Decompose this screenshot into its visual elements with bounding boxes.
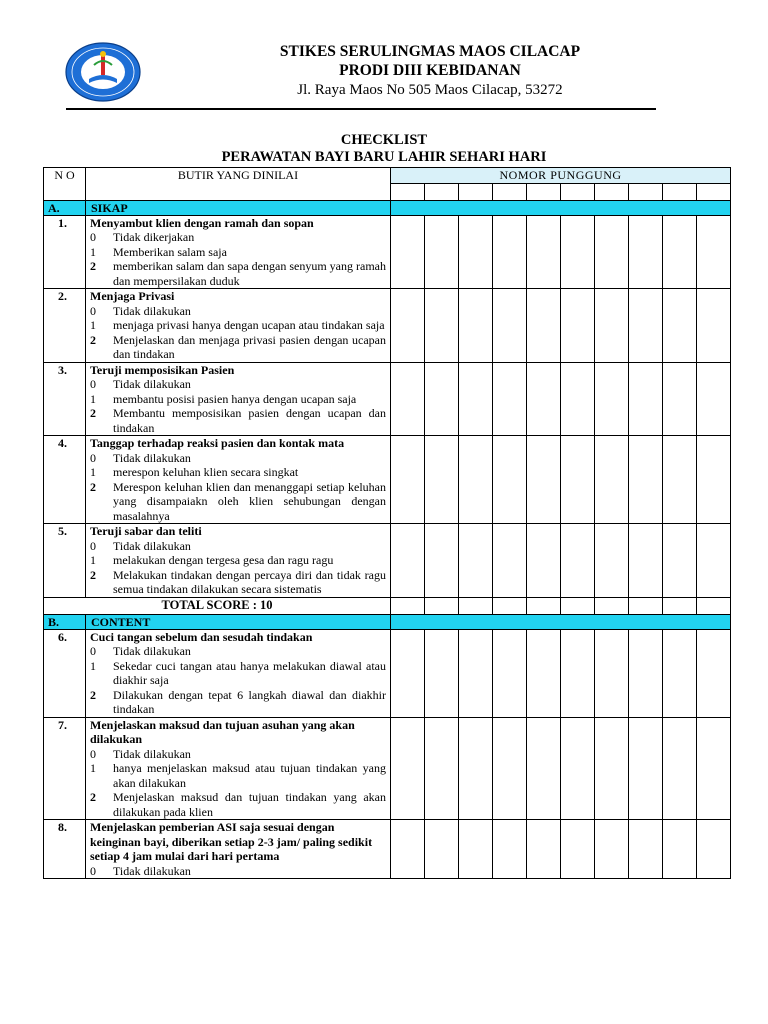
score-cell[interactable]	[697, 436, 731, 524]
score-option	[90, 688, 386, 717]
score-column-10[interactable]	[697, 183, 731, 200]
score-cell[interactable]	[697, 820, 731, 879]
score-cell[interactable]	[425, 289, 459, 363]
score-cell[interactable]	[595, 717, 629, 820]
item-number: 3.	[44, 362, 86, 436]
institution-address: Jl. Raya Maos No 505 Maos Cilacap, 53272	[297, 82, 563, 98]
score-cell[interactable]	[629, 524, 663, 598]
score-cell[interactable]	[561, 362, 595, 436]
score-cell[interactable]	[425, 362, 459, 436]
option-text: Tidak dilakukan	[113, 303, 191, 318]
option-value: 2	[90, 687, 96, 702]
option-value: 2	[90, 332, 96, 347]
option-text: Sekedar cuci tangan atau hanya melakukan diawal atau diakhir saja	[113, 658, 386, 687]
score-cell[interactable]	[663, 215, 697, 289]
option-value: 2	[90, 406, 96, 420]
score-cell[interactable]	[629, 215, 663, 289]
score-cell[interactable]	[663, 436, 697, 524]
score-option	[90, 568, 386, 597]
score-cell[interactable]	[595, 524, 629, 598]
score-option	[90, 377, 386, 392]
table-row	[44, 629, 731, 717]
score-option	[90, 245, 386, 260]
option-text: Menjelaskan dan menjaga privasi pasien dengan ucapan dan tindakan	[113, 332, 386, 361]
option-value: 1	[90, 553, 96, 567]
score-column-4[interactable]	[493, 183, 527, 200]
score-cell[interactable]	[459, 362, 493, 436]
item-number: 8.	[44, 820, 86, 879]
score-cell[interactable]	[561, 820, 595, 879]
score-cell[interactable]	[391, 597, 425, 614]
score-cell[interactable]	[493, 597, 527, 614]
score-cell[interactable]	[595, 629, 629, 717]
option-value: 1	[90, 761, 96, 775]
score-cell[interactable]	[561, 524, 595, 598]
table-row	[44, 362, 731, 436]
item-number: 7.	[44, 717, 86, 820]
score-option	[90, 761, 386, 790]
score-cell[interactable]	[493, 629, 527, 717]
item-title: Menjaga Privasi	[90, 289, 175, 303]
score-cell[interactable]	[595, 362, 629, 436]
total-score-row	[44, 597, 731, 614]
option-text: Tidak dilakukan	[113, 377, 191, 391]
score-cell[interactable]	[595, 436, 629, 524]
score-cell[interactable]	[697, 717, 731, 820]
item-number: 5.	[44, 524, 86, 598]
item-number: 6.	[44, 629, 86, 717]
institution-name: STIKES SERULINGMAS MAOS CILACAP	[279, 43, 581, 60]
option-value: 1	[90, 465, 96, 479]
option-value: 0	[90, 450, 96, 465]
column-header-no: N O	[44, 168, 86, 201]
score-cell[interactable]	[459, 629, 493, 717]
score-cell[interactable]	[595, 597, 629, 614]
score-cell[interactable]	[595, 289, 629, 363]
score-cell[interactable]	[629, 717, 663, 820]
section-row	[44, 614, 731, 629]
score-cell[interactable]	[595, 820, 629, 879]
column-header-nomor-punggung: NOMOR PUNGGUNG	[391, 168, 731, 184]
option-text: membantu posisi pasien hanya dengan ucapan saja	[113, 391, 357, 406]
item-content	[86, 524, 391, 598]
score-cell[interactable]	[595, 215, 629, 289]
item-title: Menjelaskan pemberian ASI saja sesuai dengan keinginan bayi, diberikan setiap 2-3 jam/ paling sedikit setiap 4 jam mulai dari hari pertama	[90, 820, 373, 863]
option-value: 0	[90, 230, 96, 244]
item-title: Menjelaskan maksud dan tujuan asuhan yang akan dilakukan	[90, 717, 355, 746]
item-content	[86, 362, 391, 436]
table-row	[44, 289, 731, 363]
score-cell[interactable]	[561, 215, 595, 289]
document-subtitle: PERAWATAN BAYI BARU LAHIR SEHARI HARI	[221, 149, 547, 165]
item-content	[86, 215, 391, 289]
score-cell[interactable]	[527, 436, 561, 524]
option-value: 1	[90, 658, 96, 673]
option-value: 0	[90, 644, 96, 658]
item-title: Teruji sabar dan teliti	[90, 524, 202, 538]
option-text: merespon keluhan klien secara singkat	[113, 465, 299, 479]
document-title: CHECKLIST	[340, 132, 428, 148]
score-cell[interactable]	[459, 215, 493, 289]
score-column-1[interactable]	[391, 183, 425, 200]
score-option	[90, 539, 386, 554]
column-header-butir: BUTIR YANG DINILAI	[86, 168, 391, 201]
score-option	[90, 230, 386, 245]
item-title: Tanggap terhadap reaksi pasien dan kontak mata	[90, 436, 345, 450]
score-cell[interactable]	[663, 629, 697, 717]
score-cell[interactable]	[629, 629, 663, 717]
option-text: Merespon keluhan klien dan menanggapi setiap keluhan yang disampaiakn oleh klien sehubungan dengan masalahnya	[113, 479, 386, 523]
score-cell[interactable]	[663, 717, 697, 820]
score-cell[interactable]	[527, 717, 561, 820]
table-header-row	[44, 168, 731, 184]
option-text: menjaga privasi hanya dengan ucapan atau tindakan saja	[113, 318, 385, 332]
score-cell[interactable]	[425, 717, 459, 820]
section-title: SIKAP	[86, 200, 391, 215]
table-row	[44, 215, 731, 289]
item-number: 4.	[44, 436, 86, 524]
score-cell[interactable]	[493, 820, 527, 879]
option-text: Melakukan tindakan dengan percaya diri dan tidak ragu semua tindakan dilakukan secara sistematis	[113, 567, 386, 596]
option-text: Dilakukan dengan tepat 6 langkah diawal dan diakhir tindakan	[113, 687, 386, 716]
score-cell[interactable]	[663, 597, 697, 614]
score-cell[interactable]	[527, 524, 561, 598]
score-cell[interactable]	[391, 436, 425, 524]
score-option	[90, 644, 386, 659]
program-name: PRODI DIII KEBIDANAN	[339, 62, 521, 79]
score-option	[90, 406, 386, 435]
option-value: 0	[90, 538, 96, 553]
score-cell[interactable]	[629, 362, 663, 436]
option-text: Tidak dilakukan	[113, 538, 191, 553]
score-cell[interactable]	[663, 820, 697, 879]
option-text: melakukan dengan tergesa gesa dan ragu ragu	[113, 553, 334, 567]
score-cell[interactable]	[425, 436, 459, 524]
option-text: Menjelaskan maksud dan tujuan tindakan yang akan dilakukan pada klien	[113, 790, 386, 819]
score-option	[90, 259, 386, 288]
score-column-5[interactable]	[527, 183, 561, 200]
score-cell[interactable]	[663, 524, 697, 598]
score-cell[interactable]	[493, 215, 527, 289]
score-column-3[interactable]	[459, 183, 493, 200]
option-text: Tidak dikerjakan	[113, 230, 195, 244]
score-option	[90, 318, 386, 333]
table-row	[44, 820, 731, 879]
score-option	[90, 790, 386, 819]
item-content	[86, 436, 391, 524]
score-cell[interactable]	[527, 289, 561, 363]
score-cell[interactable]	[561, 289, 595, 363]
score-option	[90, 480, 386, 524]
score-column-6[interactable]	[561, 183, 595, 200]
score-cell[interactable]	[663, 289, 697, 363]
score-option	[90, 333, 386, 362]
option-text: Membantu memposisikan pasien dengan ucapan dan tindakan	[113, 406, 386, 435]
section-title: CONTENT	[86, 614, 391, 629]
option-text: Tidak dilakukan	[113, 450, 191, 465]
score-cell[interactable]	[697, 215, 731, 289]
item-content	[86, 820, 391, 879]
score-cell[interactable]	[561, 597, 595, 614]
score-cell[interactable]	[493, 524, 527, 598]
score-cell[interactable]	[391, 629, 425, 717]
score-cell[interactable]	[561, 436, 595, 524]
score-cell[interactable]	[425, 524, 459, 598]
item-title: Menyambut klien dengan ramah dan sopan	[90, 215, 314, 230]
score-cell[interactable]	[527, 362, 561, 436]
option-text: Tidak dilakukan	[113, 746, 191, 761]
score-option	[90, 465, 386, 480]
score-option	[90, 553, 386, 568]
score-cell[interactable]	[527, 820, 561, 879]
option-text: Tidak dilakukan	[113, 863, 191, 878]
score-cell[interactable]	[459, 597, 493, 614]
score-cell[interactable]	[629, 820, 663, 879]
score-cell[interactable]	[629, 436, 663, 524]
score-option	[90, 451, 386, 466]
option-value: 2	[90, 790, 96, 804]
item-number: 2.	[44, 289, 86, 363]
score-cell[interactable]	[697, 524, 731, 598]
option-value: 2	[90, 567, 96, 582]
option-value: 0	[90, 863, 96, 878]
score-cell[interactable]	[425, 820, 459, 879]
section-code: A.	[44, 200, 86, 215]
score-cell[interactable]	[527, 629, 561, 717]
section-score-band	[391, 200, 731, 215]
option-text: Memberikan salam saja	[113, 244, 227, 259]
score-option	[90, 392, 386, 407]
score-cell[interactable]	[391, 362, 425, 436]
section-row	[44, 200, 731, 215]
option-value: 0	[90, 746, 96, 761]
item-title: Teruji memposisikan Pasien	[90, 362, 235, 377]
score-cell[interactable]	[493, 362, 527, 436]
score-cell[interactable]	[425, 629, 459, 717]
option-value: 1	[90, 318, 96, 332]
score-cell[interactable]	[391, 524, 425, 598]
score-cell[interactable]	[459, 524, 493, 598]
score-option	[90, 747, 386, 762]
score-column-2[interactable]	[425, 183, 459, 200]
score-cell[interactable]	[391, 717, 425, 820]
table-row	[44, 717, 731, 820]
item-content	[86, 629, 391, 717]
score-option	[90, 659, 386, 688]
score-cell[interactable]	[391, 215, 425, 289]
option-value: 0	[90, 303, 96, 318]
option-text: hanya menjelaskan maksud atau tujuan tindakan yang akan dilakukan	[113, 761, 386, 790]
score-cell[interactable]	[527, 215, 561, 289]
score-cell[interactable]	[629, 597, 663, 614]
score-cell[interactable]	[493, 717, 527, 820]
item-content	[86, 289, 391, 363]
score-cell[interactable]	[697, 629, 731, 717]
checklist-table	[43, 167, 731, 879]
score-cell[interactable]	[493, 289, 527, 363]
score-cell[interactable]	[459, 717, 493, 820]
option-text: memberikan salam dan sapa dengan senyum yang ramah dan mempersilakan duduk	[113, 259, 386, 288]
table-row	[44, 436, 731, 524]
score-cell[interactable]	[527, 597, 561, 614]
score-cell[interactable]	[391, 820, 425, 879]
table-row	[44, 524, 731, 598]
score-cell[interactable]	[663, 362, 697, 436]
section-code: B.	[44, 614, 86, 629]
score-cell[interactable]	[561, 629, 595, 717]
score-cell[interactable]	[697, 597, 731, 614]
score-option	[90, 304, 386, 319]
score-option	[90, 864, 386, 879]
score-column-7[interactable]	[595, 183, 629, 200]
score-column-8[interactable]	[629, 183, 663, 200]
score-cell[interactable]	[459, 820, 493, 879]
score-cell[interactable]	[425, 597, 459, 614]
score-cell[interactable]	[561, 717, 595, 820]
score-column-9[interactable]	[663, 183, 697, 200]
option-value: 1	[90, 391, 96, 406]
option-value: 1	[90, 244, 96, 259]
score-cell[interactable]	[459, 289, 493, 363]
item-number: 1.	[44, 215, 86, 289]
score-cell[interactable]	[697, 289, 731, 363]
score-cell[interactable]	[629, 289, 663, 363]
item-title: Cuci tangan sebelum dan sesudah tindakan	[90, 629, 313, 644]
score-cell[interactable]	[493, 436, 527, 524]
option-value: 0	[90, 377, 96, 391]
option-text: Tidak dilakukan	[113, 644, 191, 658]
header-divider	[66, 108, 656, 110]
score-cell[interactable]	[459, 436, 493, 524]
item-content	[86, 717, 391, 820]
institution-logo	[64, 41, 142, 103]
option-value: 2	[90, 259, 96, 273]
score-cell[interactable]	[391, 289, 425, 363]
option-value: 2	[90, 479, 96, 494]
score-cell[interactable]	[697, 362, 731, 436]
section-score-band	[391, 614, 731, 629]
total-score-label: TOTAL SCORE : 10	[44, 597, 391, 614]
score-cell[interactable]	[425, 215, 459, 289]
